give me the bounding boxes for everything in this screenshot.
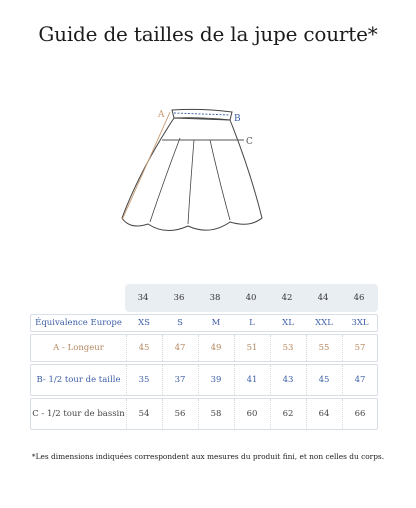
- table-cell: 3XL: [351, 318, 369, 328]
- table-cell: 54: [138, 409, 150, 419]
- skirt-diagram: [110, 100, 270, 250]
- size-header-cell: 34: [137, 293, 149, 303]
- size-header-cell: 44: [317, 293, 329, 303]
- table-cell: 64: [318, 409, 330, 419]
- table-cell: 49: [210, 343, 222, 353]
- table-cell: 35: [138, 375, 150, 385]
- table-row-hips: [30, 398, 378, 430]
- table-cell: 45: [318, 375, 330, 385]
- table-cell: 43: [282, 375, 294, 385]
- size-header-cell: 42: [281, 293, 293, 303]
- size-header-cell: 36: [173, 293, 185, 303]
- label-c: C: [246, 137, 253, 147]
- table-cell: 47: [174, 343, 186, 353]
- table-cell: 58: [210, 409, 222, 419]
- table-cell: 56: [174, 409, 186, 419]
- skirt-fold: [188, 140, 194, 224]
- measure-a-line: [122, 112, 170, 220]
- table-cell: 37: [174, 375, 186, 385]
- table-cell: S: [177, 318, 183, 328]
- table-cell: XL: [282, 318, 294, 328]
- size-header-row: [125, 284, 378, 312]
- size-header-cell: 38: [209, 293, 221, 303]
- page-title: Guide de tailles de la jupe courte*: [38, 22, 378, 46]
- row-label: C - 1/2 tour de bassin: [32, 409, 125, 419]
- skirt-illustration: [110, 100, 270, 250]
- table-row-equivalence: [30, 314, 378, 332]
- table-cell: 45: [138, 343, 150, 353]
- table-cell: 39: [210, 375, 222, 385]
- skirt-fold: [210, 140, 230, 220]
- table-cell: 66: [354, 409, 366, 419]
- table-cell: L: [249, 318, 255, 328]
- table-row-length: [30, 334, 378, 362]
- size-header-cell: 46: [353, 293, 365, 303]
- table-cell: XS: [138, 318, 150, 328]
- table-cell: 57: [354, 343, 366, 353]
- measure-b-line: [174, 113, 230, 115]
- footnote: *Les dimensions indiquées correspondent aux mesures du produit fini, et non celles du corps.: [31, 452, 385, 461]
- skirt-body: [122, 118, 262, 231]
- table-cell: 62: [282, 409, 294, 419]
- row-label: B- 1/2 tour de taille: [36, 375, 121, 385]
- label-b: B: [234, 114, 241, 124]
- table-cell: XXL: [315, 318, 333, 328]
- table-cell: 60: [246, 409, 258, 419]
- table-cell: 53: [282, 343, 294, 353]
- table-cell: 55: [318, 343, 330, 353]
- table-row-waist: [30, 364, 378, 396]
- size-header-cell: 40: [245, 293, 257, 303]
- label-a: A: [158, 110, 165, 120]
- table-cell: 41: [246, 375, 258, 385]
- table-cell: 47: [354, 375, 366, 385]
- row-label: Équivalence Europe: [35, 318, 122, 328]
- table-cell: M: [211, 318, 221, 328]
- table-cell: 51: [246, 343, 258, 353]
- row-label: A - Longeur: [53, 343, 104, 353]
